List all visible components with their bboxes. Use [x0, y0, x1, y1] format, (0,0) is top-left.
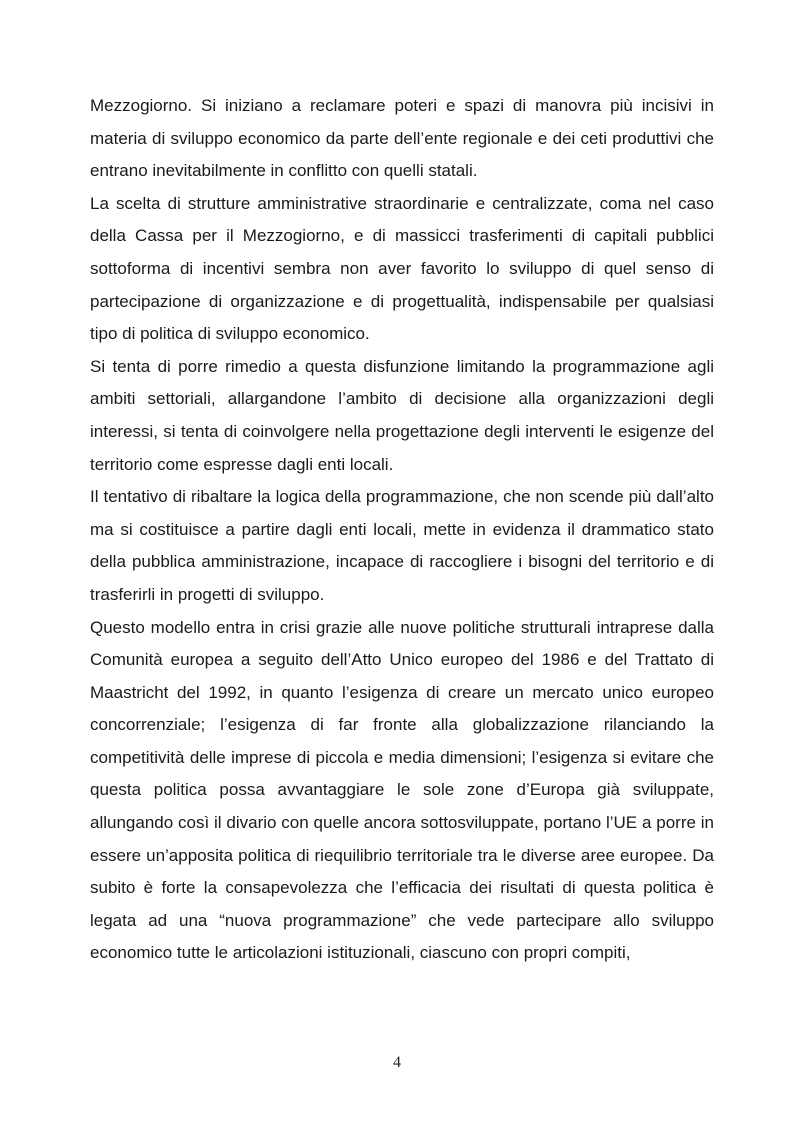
paragraph-3: Si tenta di porre rimedio a questa disfunzione limitando la programmazione agli ambiti settoriali, allargandone l’ambito di decisione alla organizzazioni degli interessi, si tenta di coinvolgere nella progettazione degli interventi le esigenze del territorio come espresse dagli enti locali. — [90, 356, 714, 474]
page-number: 4 — [393, 1054, 401, 1071]
body-text — [90, 90, 714, 970]
paragraph-1: Mezzogiorno. Si iniziano a reclamare poteri e spazi di manovra più incisivi in materia di sviluppo economico da parte dell’ente regionale e dei ceti produttivi che entrano inevitabilmente in conflitto con quelli statali. — [90, 96, 714, 181]
paragraph-5: Questo modello entra in crisi grazie alle nuove politiche strutturali intraprese dalla Comunità europea a seguito dell’Atto Unico europeo del 1986 e del Trattato di Maastricht del 1992, in quanto l’esigenza di creare un mercato unico europeo concorrenziale; l’esigenza di far fronte alla globalizzazione rilanciando la competitività delle imprese di piccola e media dimensioni; l’esigenza si evitare che questa politica possa avvantaggiare le sole zone d’Europa già sviluppate, allungando così il divario con quelle ancora sottosviluppate, portano l’UE a porre in essere un’apposita politica di riequilibrio territoriale tra le diverse aree europee. Da subito è forte la consapevolezza che l’efficacia dei risultati di questa politica è legata ad una “nuova programmazione” che vede partecipare allo sviluppo economico tutte le articolazioni istituzionali, ciascuno con propri compiti, — [90, 617, 714, 963]
paragraph-2: La scelta di strutture amministrative straordinarie e centralizzate, coma nel caso della Cassa per il Mezzogiorno, e di massicci trasferimenti di capitali pubblici sottoforma di incentivi sembra non aver favorito lo sviluppo di quel senso di partecipazione di organizzazione e di progettualità, indispensabile per qualsiasi tipo di politica di sviluppo economico. — [90, 193, 714, 344]
paragraph-4: Il tentativo di ribaltare la logica della programmazione, che non scende più dall’alto ma si costituisce a partire dagli enti locali, mette in evidenza il drammatico stato della pubblica amministrazione, incapace di raccogliere i bisogni del territorio e di trasferirli in progetti di sviluppo. — [90, 487, 714, 604]
